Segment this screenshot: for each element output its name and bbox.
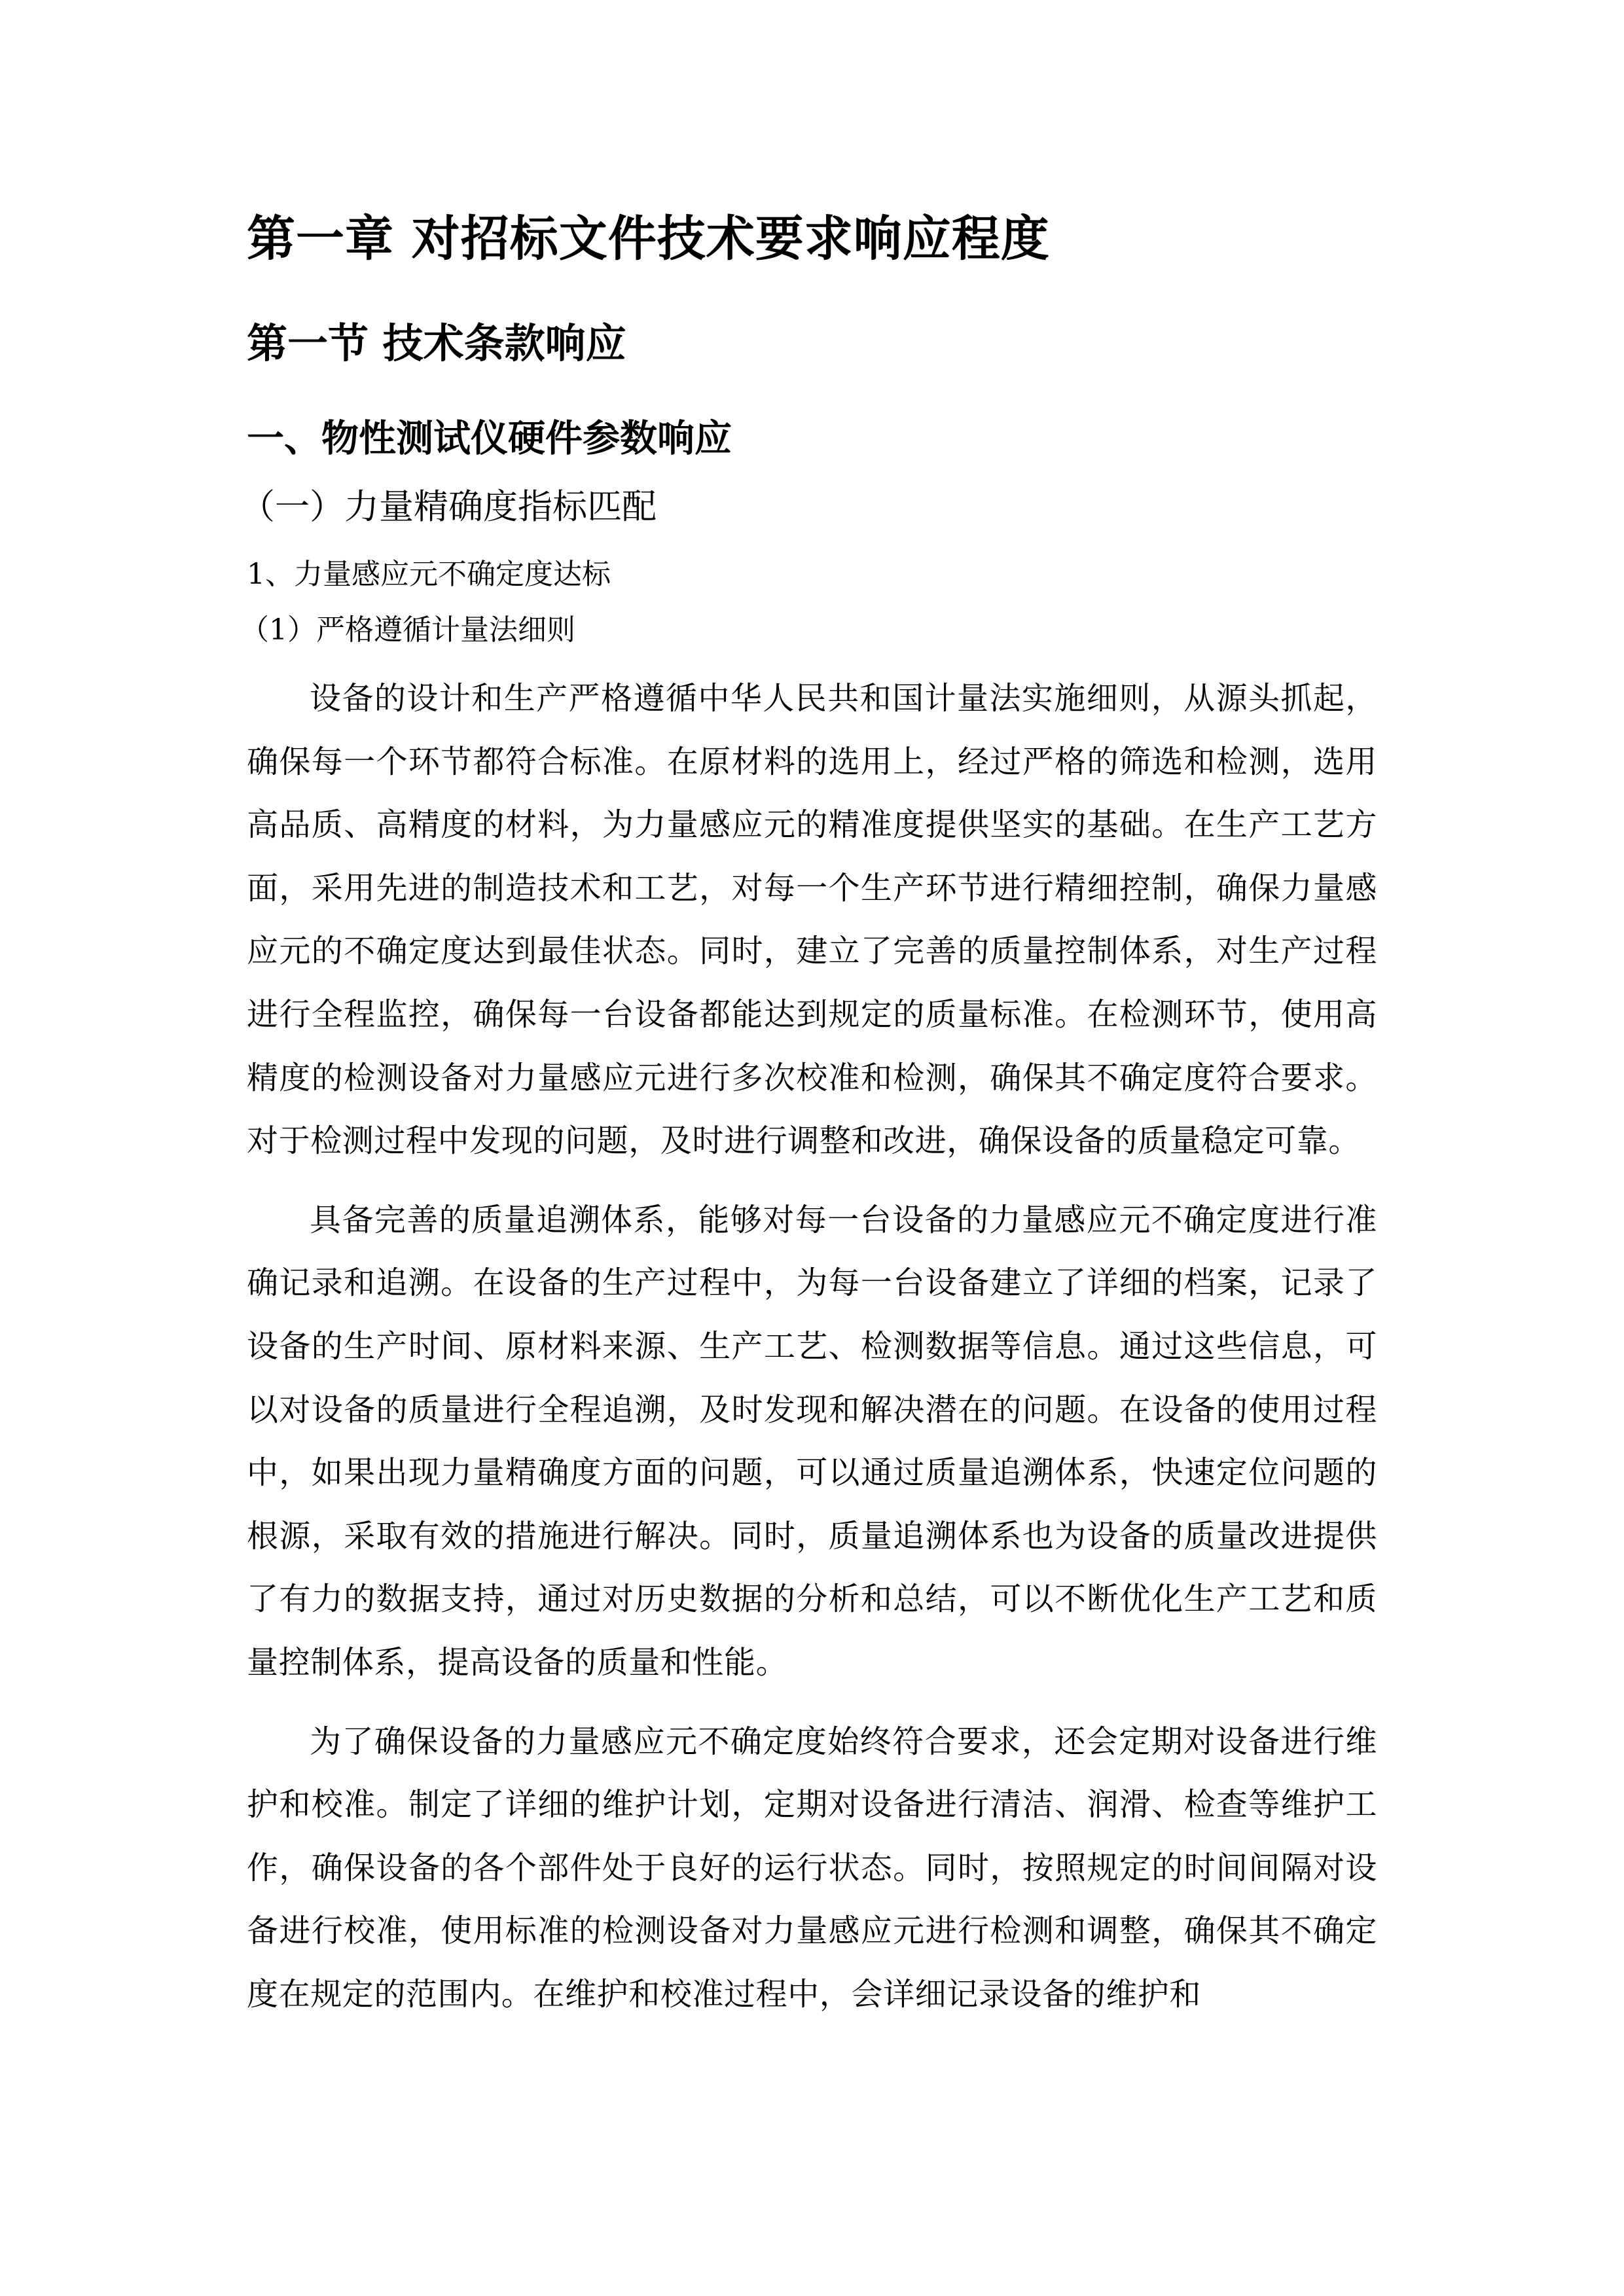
body-paragraph: 具备完善的质量追溯体系，能够对每一台设备的力量感应元不确定度进行准确记录和追溯。在设备的生产过程中，为每一台设备建立了详细的档案，记录了设备的生产时间、原材料来源、生产工艺、检测数据等信息。通过这些信息，可以对设备的质量进行全程追溯，及时发现和解决潜在的问题。在设备的使用过程中，如果出现力量精确度方面的问题，可以通过质量追溯体系，快速定位问题的根源，采取有效的措施进行解决。同时，质量追溯体系也为设备的质量改进提供了有力的数据支持，通过对历史数据的分析和总结，可以不断优化生产工艺和质量控制体系，提高设备的质量和性能。 xyxy=(247,1201,1377,1681)
heading-level-2: （一）力量精确度指标匹配 xyxy=(240,487,657,527)
heading-level-1: 一、物性测试仪硬件参数响应 xyxy=(247,417,732,460)
heading-level-4: （1）严格遵循计量法细则 xyxy=(240,613,575,647)
section-title: 第一节 技术条款响应 xyxy=(247,319,626,367)
chapter-title: 第一章 对招标文件技术要求响应程度 xyxy=(247,211,1050,267)
body-paragraph: 为了确保设备的力量感应元不确定度始终符合要求，还会定期对设备进行维护和校准。制定了详细的维护计划，定期对设备进行清洁、润滑、检查等维护工作，确保设备的各个部件处于良好的运行状态。同时，按照规定的时间间隔对设备进行校准，使用标准的检测设备对力量感应元进行检测和调整，确保其不确定度在规定的范围内。在维护和校准过程中，会详细记录设备的维护和 xyxy=(247,1723,1377,2013)
document-body xyxy=(240,190,1377,2026)
body-paragraph: 设备的设计和生产严格遵循中华人民共和国计量法实施细则，从源头抓起，确保每一个环节都符合标准。在原材料的选用上，经过严格的筛选和检测，选用高品质、高精度的材料，为力量感应元的精准度提供坚实的基础。在生产工艺方面，采用先进的制造技术和工艺，对每一个生产环节进行精细控制，确保力量感应元的不确定度达到最佳状态。同时，建立了完善的质量控制体系，对生产过程进行全程监控，确保每一台设备都能达到规定的质量标准。在检测环节，使用高精度的检测设备对力量感应元进行多次校准和检测，确保其不确定度符合要求。对于检测过程中发现的问题，及时进行调整和改进，确保设备的质量稳定可靠。 xyxy=(247,680,1377,1160)
heading-level-3: 1、力量感应元不确定度达标 xyxy=(247,558,611,591)
